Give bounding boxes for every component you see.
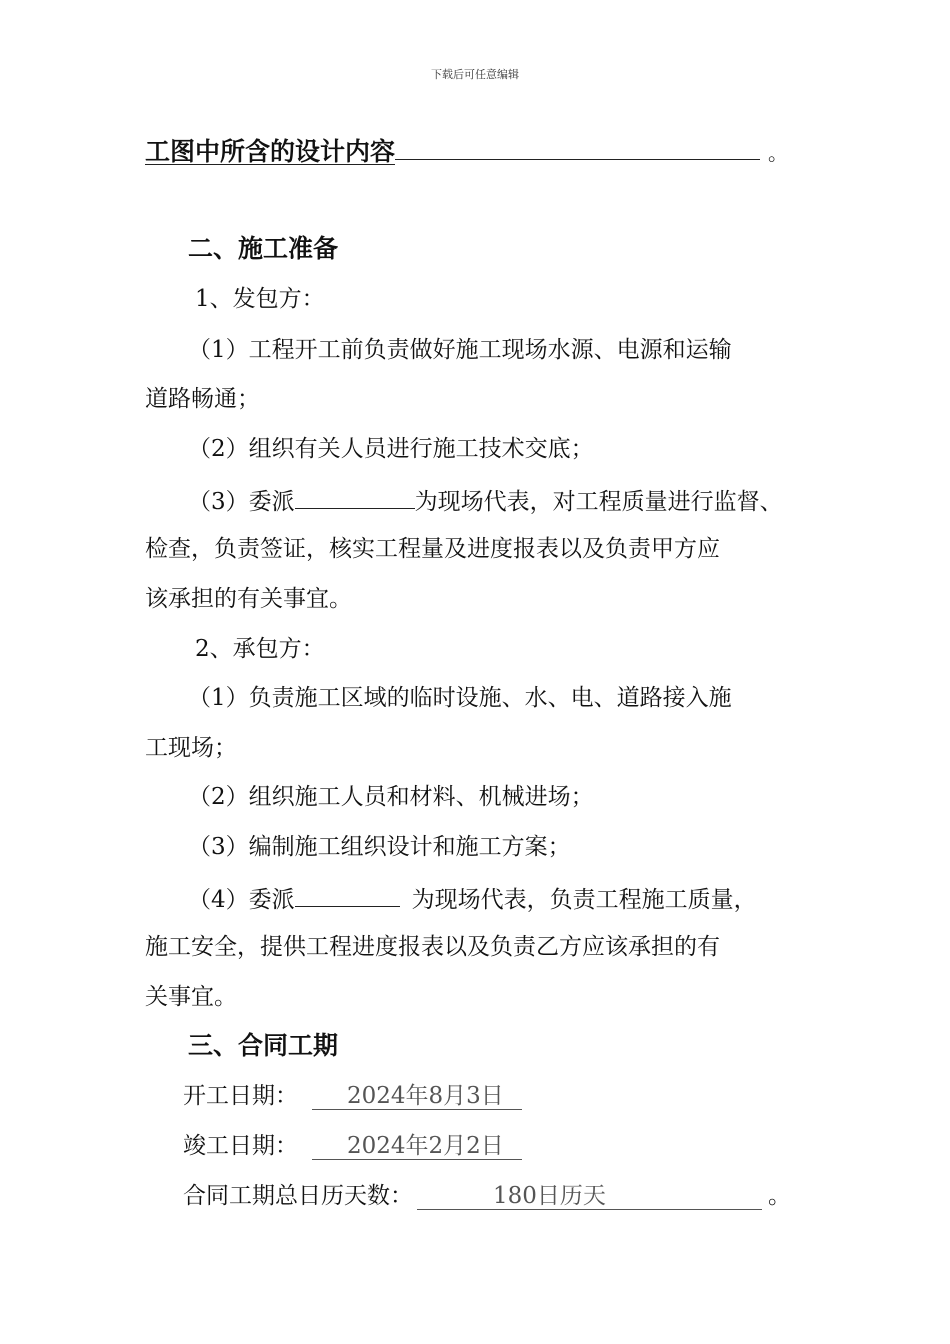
total-days-value: 180日历天 — [417, 1183, 762, 1210]
start-date-row — [183, 1081, 522, 1111]
contractor-item-4-cont1: 施工安全，提供工程进度报表以及负责乙方应该承担的有 — [145, 934, 720, 960]
contractor-item-4-prefix: （4）委派 — [188, 887, 295, 913]
employer-item-3 — [188, 484, 783, 517]
employer-rep-blank — [295, 484, 415, 509]
total-days-row — [183, 1181, 791, 1211]
contractor-item-1: （1）负责施工区域的临时设施、水、电、道路接入施 — [188, 685, 732, 711]
period: 。 — [768, 141, 789, 165]
contractor-item-4-cont2: 关事宜。 — [145, 984, 237, 1010]
start-date-value: 2024年8月3日 — [312, 1083, 522, 1110]
employer-item-1: （1）工程开工前负责做好施工现场水源、电源和运输 — [188, 337, 732, 363]
employer-item-3-prefix: （3）委派 — [188, 489, 295, 515]
contractor-rep-blank — [295, 882, 400, 907]
contractor-heading: 2、承包方： — [195, 636, 325, 662]
contractor-item-4-text: 为现场代表，负责工程施工质量， — [411, 887, 757, 913]
section-heading-3: 三、合同工期 — [188, 1031, 339, 1060]
period: 。 — [768, 1183, 791, 1209]
end-date-value: 2024年2月2日 — [312, 1133, 522, 1160]
contractor-item-4 — [188, 882, 757, 915]
contractor-item-2: （2）组织施工人员和材料、机械进场； — [188, 784, 594, 810]
section-heading-2: 二、施工准备 — [188, 234, 339, 263]
contractor-item-1-cont: 工现场； — [145, 735, 237, 761]
employer-item-3-cont2: 该承担的有关事宜。 — [145, 586, 352, 612]
employer-item-2: （2）组织有关人员进行施工技术交底； — [188, 436, 594, 462]
total-days-label: 合同工期总日历天数： — [183, 1183, 413, 1209]
employer-item-3-cont1: 检查，负责签证，核实工程量及进度报表以及负责甲方应 — [145, 536, 720, 562]
design-content-text: 工图中所含的设计内容 — [145, 137, 396, 166]
design-content-blank — [395, 135, 760, 160]
end-date-row — [183, 1131, 522, 1161]
end-date-label: 竣工日期： — [183, 1133, 298, 1159]
contractor-item-3: （3）编制施工组织设计和施工方案； — [188, 834, 571, 860]
page-header: 下载后可任意编辑 — [431, 68, 519, 81]
employer-item-3-text: 为现场代表，对工程质量进行监督、 — [414, 489, 783, 515]
employer-item-1-cont: 道路畅通； — [145, 386, 260, 412]
start-date-label: 开工日期： — [183, 1083, 298, 1109]
employer-heading: 1、发包方： — [195, 286, 325, 312]
design-content-line — [145, 135, 788, 168]
